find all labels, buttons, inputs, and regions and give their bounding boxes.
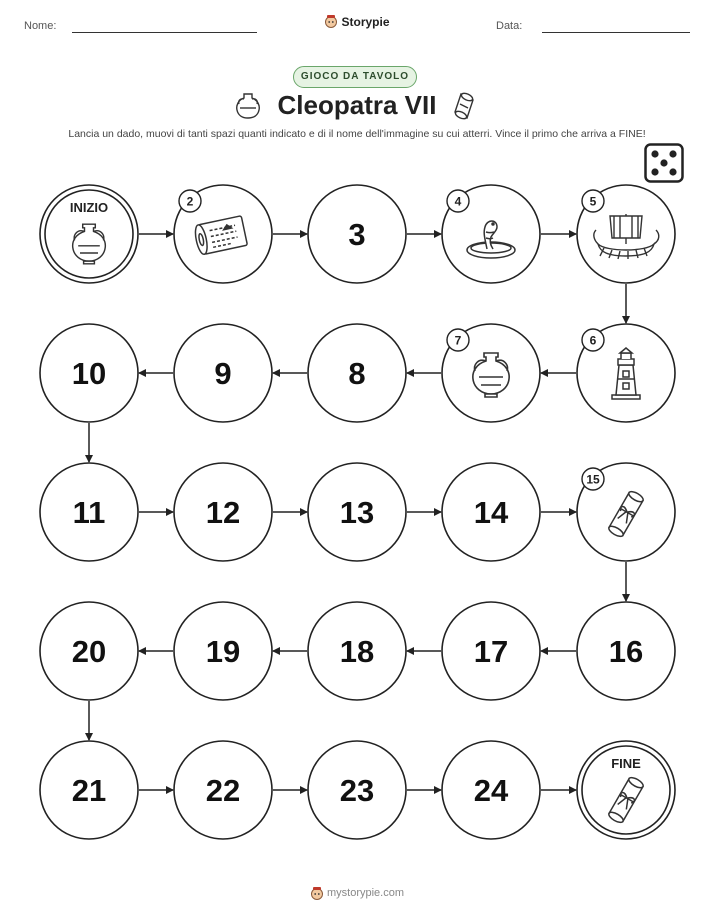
space-number: 11 — [72, 495, 106, 530]
board-space — [40, 324, 138, 422]
board-space — [174, 185, 272, 283]
space-number: 21 — [71, 773, 107, 808]
space-number: 20 — [71, 634, 107, 669]
space-number: 3 — [348, 217, 366, 252]
board-space — [40, 741, 138, 839]
storypie-mascot-icon — [310, 886, 324, 900]
board-space — [308, 324, 406, 422]
page-title: Cleopatra VII — [277, 90, 437, 120]
space-number: 15 — [586, 472, 600, 487]
space-number: 10 — [71, 356, 107, 391]
board-space — [308, 463, 406, 561]
date-label: Data: — [496, 20, 523, 32]
space-number: 5 — [589, 194, 597, 209]
space-number: 9 — [214, 356, 232, 391]
board-space — [577, 602, 675, 700]
space-number: 19 — [205, 634, 241, 669]
board-space — [308, 741, 406, 839]
board-space — [442, 185, 540, 283]
board-space — [308, 602, 406, 700]
finish-space — [577, 741, 675, 839]
board-space — [442, 741, 540, 839]
start-space — [40, 185, 138, 283]
board-space — [577, 463, 675, 561]
board-space — [442, 602, 540, 700]
space-number: 22 — [205, 773, 241, 808]
board-space — [442, 324, 540, 422]
space-label: FINE — [611, 756, 641, 771]
space-number: 12 — [205, 495, 241, 530]
space-number: 6 — [589, 333, 597, 348]
space-number: 17 — [473, 634, 509, 669]
game-type-badge: GIOCO DA TAVOLO — [293, 66, 417, 88]
space-number: 18 — [339, 634, 375, 669]
space-label: INIZIO — [69, 200, 109, 215]
space-number: 7 — [454, 333, 462, 348]
space-number: 16 — [608, 634, 644, 669]
instructions: Lancia un dado, muovi di tanti spazi quanti indicato e di il nome dell'immagine su cui atterri. Vince il primo che arriva a FINE! — [68, 128, 646, 140]
space-number: 13 — [339, 495, 375, 530]
space-number: 23 — [339, 773, 375, 808]
board-space — [174, 741, 272, 839]
space-number: 8 — [348, 356, 366, 391]
board-space — [308, 185, 406, 283]
board-space — [174, 324, 272, 422]
name-label: Nome: — [24, 20, 57, 32]
board-space — [40, 602, 138, 700]
board-space — [442, 463, 540, 561]
space-number: 14 — [473, 495, 509, 530]
footer — [0, 886, 714, 900]
board-space — [577, 185, 675, 283]
space-number: 24 — [473, 773, 509, 808]
board-space — [40, 463, 138, 561]
brand-name: Storypie — [341, 14, 390, 29]
footer-url: mystorypie.com — [326, 887, 405, 899]
board-space — [174, 602, 272, 700]
board-space — [577, 324, 675, 422]
space-number: 4 — [454, 194, 462, 209]
space-number: 2 — [186, 194, 194, 209]
board-space — [174, 463, 272, 561]
